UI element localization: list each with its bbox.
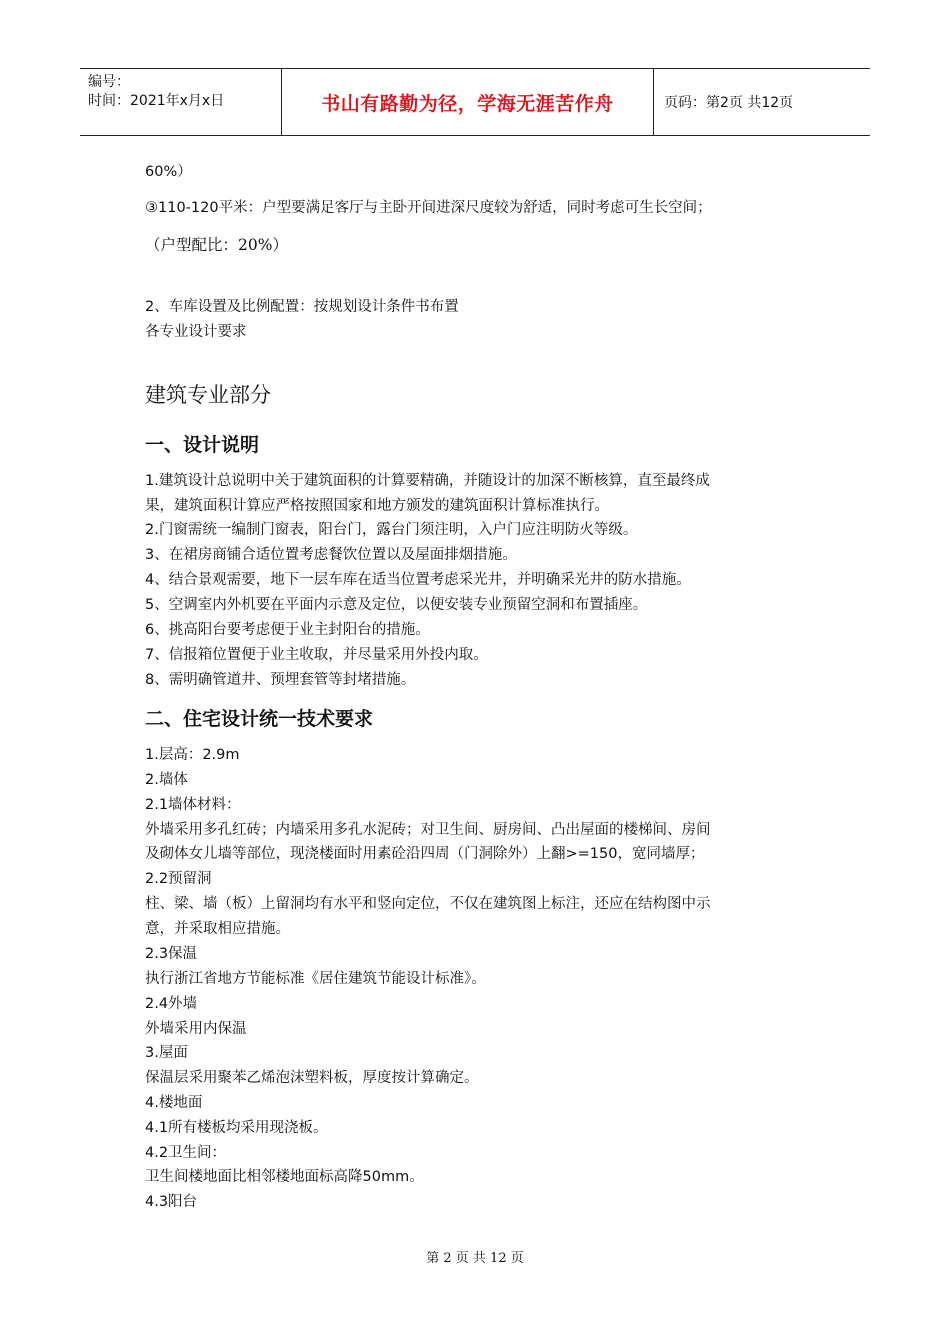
body-line: 4.3阳台: [145, 1194, 198, 1210]
body-line: 外墙采用内保温: [145, 1021, 247, 1037]
header-motto: 书山有路勤为径，学海无涯苦作舟: [281, 69, 654, 135]
body-line: 4.楼地面: [145, 1095, 203, 1111]
body-line: 1.建筑设计总说明中关于建筑面积的计算要精确，并随设计的加深不断核算，直至最终成: [145, 473, 710, 489]
section-heading: 建筑专业部分: [145, 383, 271, 407]
body-line: 3.屋面: [145, 1045, 188, 1061]
body-line: 2、车库设置及比例配置：按规划设计条件书布置: [145, 299, 459, 315]
body-line: 7、信报箱位置便于业主收取，并尽量采用外投内取。: [145, 647, 488, 663]
body-line: 柱、梁、墙（板）上留洞均有水平和竖向定位，不仅在建筑图上标注，还应在结构图中示: [145, 896, 711, 912]
body-line: 外墙采用多孔红砖；内墙采用多孔水泥砖；对卫生间、厨房间、凸出屋面的楼梯间、房间: [145, 822, 711, 838]
body-line: 1.层高：2.9m: [145, 747, 240, 763]
document-number-label: 编号：: [88, 74, 130, 90]
page-header: [80, 68, 870, 136]
body-line: 意，并采取相应措施。: [145, 921, 290, 937]
body-line: 3、在裙房商铺合适位置考虑餐饮位置以及屋面排烟措施。: [145, 547, 517, 563]
body-line: 6、挑高阳台要考虑便于业主封阳台的措施。: [145, 622, 430, 638]
body-line: 卫生间楼地面比相邻楼地面标高降50mm。: [145, 1169, 424, 1185]
subsection-heading: 二、住宅设计统一技术要求: [145, 708, 374, 730]
body-line: 5、空调室内外机要在平面内示意及定位，以便安装专业预留空洞和布置插座。: [145, 597, 648, 613]
header-meta: [80, 69, 281, 135]
header-page-number: 页码：第2页 共12页: [664, 95, 794, 111]
body-line: （户型配比：20%）: [145, 236, 288, 254]
body-line: 2.2预留洞: [145, 871, 212, 887]
body-line: 果，建筑面积计算应严格按照国家和地方颁发的建筑面积计算标准执行。: [145, 498, 609, 514]
page-footer: 第 2 页 共 12 页: [426, 1251, 524, 1266]
body-line: 2.门窗需统一编制门窗表，阳台门，露台门须注明，入户门应注明防火等级。: [145, 522, 638, 538]
body-line: 60%）: [145, 164, 192, 180]
body-line: 及砌体女儿墙等部位，现浇楼面时用素砼沿四周（门洞除外）上翻>=150，宽同墙厚；: [145, 846, 705, 862]
body-line: 执行浙江省地方节能标准《居住建筑节能设计标准》。: [145, 971, 486, 987]
document-time-label: 时间：2021年x月x日: [88, 93, 225, 109]
body-line: ③110-120平米：户型要满足客厅与主卧开间进深尺度较为舒适，同时考虑可生长空间；: [145, 200, 712, 216]
body-line: 2.墙体: [145, 772, 188, 788]
body-line: 2.1墙体材料：: [145, 797, 241, 813]
body-line: 8、需明确管道井、预埋套管等封堵措施。: [145, 672, 416, 688]
body-line: 4.2卫生间：: [145, 1145, 227, 1161]
body-line: 2.3保温: [145, 946, 198, 962]
subsection-heading: 一、设计说明: [145, 434, 260, 456]
body-line: 2.4外墙: [145, 996, 198, 1012]
body-line: 4、结合景观需要，地下一层车库在适当位置考虑采光井，并明确采光井的防水措施。: [145, 572, 691, 588]
body-line: 4.1所有楼板均采用现浇板。: [145, 1120, 328, 1136]
body-line: 各专业设计要求: [145, 324, 247, 340]
body-line: 保温层采用聚苯乙烯泡沫塑料板，厚度按计算确定。: [145, 1070, 479, 1086]
